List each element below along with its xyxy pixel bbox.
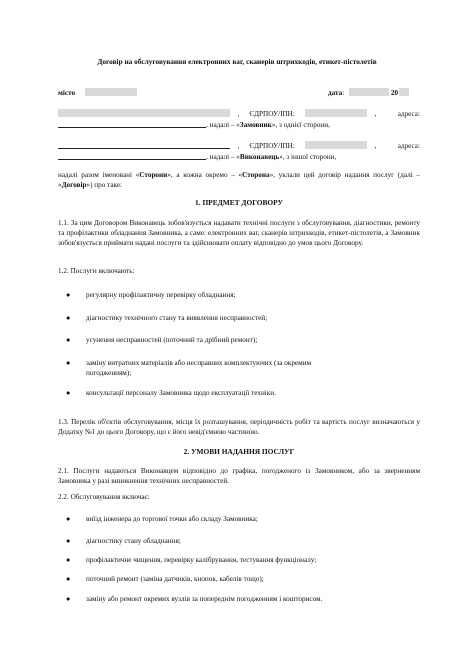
place-date-row: [58, 88, 420, 98]
clause-2-2: 2.2. Обслуговування включає:: [58, 493, 150, 501]
customer-line-2: , надалі – «Замовник», з однієї сторони,: [58, 120, 420, 130]
bullet-icon: ●: [66, 359, 71, 367]
contractor-line-2: , надалі – «Виконавець», з іншої сторони,: [58, 152, 420, 162]
bullet-icon: ●: [66, 556, 71, 564]
customer-address-label: адреса:: [397, 110, 420, 118]
bullet-icon: ●: [66, 515, 71, 523]
year-prefix: 20: [390, 89, 399, 97]
clause-1-3: 1.3. Перелік об'єктів обслуговування, місця їх розташування, періодичність робіт та вартість послуг визначаються у Додатку №1 до цього Договору, що є його невід'ємною частиною.: [58, 418, 420, 437]
list-item: ● усунення несправностей (поточний та дрібний ремонт);: [66, 336, 258, 344]
list-item: ● діагностику стану обладнання;: [66, 537, 181, 545]
customer-line-1: , ЄДРПОУ/ІПН: , адреса:: [58, 109, 420, 119]
contractor-line-1: , ЄДРПОУ/ІПН: , адреса:: [58, 141, 420, 151]
year-field[interactable]: [399, 88, 409, 96]
list-item: ● заміну витратних матеріалів або несправних комплектуючих (за окремим погодженням);: [66, 359, 312, 378]
bullet-icon: ●: [66, 575, 71, 583]
place-field[interactable]: [85, 88, 137, 96]
bullet-icon: ●: [66, 595, 71, 603]
intro-paragraph: надалі разом іменовані «Сторони», а кожна окремо – «Сторона», уклали цей договір надання послуг (далі – «Договір») про таке:: [58, 171, 420, 190]
clause-1-2: 1.2. Послуги включають:: [58, 267, 135, 275]
customer-code-field[interactable]: [305, 109, 367, 117]
bullet-icon: ●: [66, 291, 71, 299]
clause-2-1: 2.1. Послуги надаються Виконавцем відповідно до графіка, погодженого із Замовником, або за зверненням Замовника у разі виникнення технічних несправностей.: [58, 467, 420, 486]
contractor-code-label: ЄДРПОУ/ІПН:: [249, 142, 295, 150]
list-item: ● профілактичне чищення, перевірку калібрування, тестування функціоналу;: [66, 556, 317, 564]
list-item: ● поточний ремонт (заміна датчиків, кнопок, кабелів тощо);: [66, 575, 264, 583]
date-label: дата: [328, 89, 343, 97]
list-item: ● виїзд інженера до торгової точки або складу Замовника;: [66, 515, 258, 523]
contractor-name-field[interactable]: [58, 141, 230, 149]
clause-1-1: 1.1. За цим Договором Виконавець зобов'язується надавати технічні послуги з обслуговування, діагностики, ремонту та профілактики обладнання Замовника, а саме: електронних ваг, сканерів штрихкодів, етикет-пістолетів, а Замовник зобов'язується приймати надані послуги та здійснювати оплату відповідно до умов цього Договору.: [58, 219, 420, 248]
section-1-heading: 1. ПРЕДМЕТ ДОГОВОРУ: [195, 198, 283, 207]
list-item: ● заміну або ремонт окремих вузлів за попереднім погодженням і кошторисом.: [66, 595, 323, 603]
customer-name-field[interactable]: [58, 109, 230, 117]
bullet-icon: ●: [66, 389, 71, 397]
bullet-icon: ●: [66, 336, 71, 344]
document-title: Договір на обслуговування електронних ваг, сканерів штрихкодів, етикет-пістолетів: [97, 57, 377, 66]
date-group: дата: 20: [328, 88, 409, 98]
bullet-icon: ●: [66, 314, 71, 322]
bullet-icon: ●: [66, 537, 71, 545]
date-field[interactable]: [349, 88, 389, 96]
contractor-address-field[interactable]: [58, 152, 206, 160]
list-item: ● діагностику технічного стану та виявлення несправностей;: [66, 314, 268, 322]
customer-address-field[interactable]: [58, 120, 206, 128]
list-item: ● регулярну профілактичну перевірку обладнання;: [66, 291, 236, 299]
contractor-address-label: адреса:: [397, 142, 420, 150]
customer-role: Замовник: [239, 121, 272, 129]
list-item: ● консультації персоналу Замовника щодо експлуатації техніки.: [66, 389, 276, 397]
contractor-code-field[interactable]: [305, 141, 367, 149]
customer-code-label: ЄДРПОУ/ІПН:: [249, 110, 295, 118]
contractor-role: Виконавець: [239, 153, 280, 161]
section-2-heading: 2. УМОВИ НАДАННЯ ПОСЛУГ: [183, 447, 295, 456]
place-label: місто: [58, 89, 76, 97]
